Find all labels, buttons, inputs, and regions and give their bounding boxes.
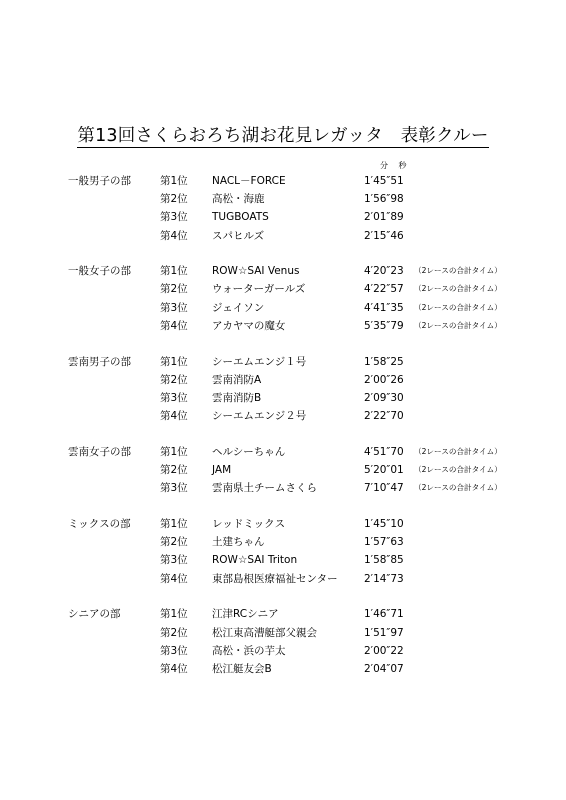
rank-label: 第3位 [160, 645, 188, 657]
rank-label: 第3位 [160, 392, 188, 404]
team-name: TUGBOATS [212, 211, 269, 223]
team-name: 松江艇友会B [212, 663, 272, 675]
race-time: 2′00″26 [364, 374, 404, 386]
result-row [0, 209, 566, 225]
rank-label: 第1位 [160, 265, 188, 277]
division-name: 一般女子の部 [68, 265, 131, 277]
result-row [0, 480, 566, 496]
team-name: ウォーターガールズ [212, 283, 306, 295]
team-name: 東部島根医療福祉センター [212, 573, 338, 585]
result-row [0, 643, 566, 659]
division-name: 一般男子の部 [68, 175, 131, 187]
race-time: 7′10″47 [364, 482, 404, 494]
page-title [0, 122, 566, 147]
rank-label: 第3位 [160, 302, 188, 314]
team-name: 江津RCシニア [212, 608, 279, 620]
units-label: 分 秒 [380, 161, 411, 170]
team-name: アカヤマの魔女 [212, 320, 286, 332]
result-row [0, 191, 566, 207]
race-time: 1′51″97 [364, 627, 404, 639]
rank-label: 第1位 [160, 446, 188, 458]
race-time: 1′58″85 [364, 554, 404, 566]
result-row [0, 390, 566, 406]
rank-label: 第4位 [160, 320, 188, 332]
race-time: 1′45″10 [364, 518, 404, 530]
race-time: 5′20″01 [364, 464, 404, 476]
result-row [0, 173, 566, 189]
team-name: シーエムエンジ１号 [212, 356, 307, 368]
race-time: 4′22″57 [364, 283, 404, 295]
race-time: 1′58″25 [364, 356, 404, 368]
rank-label: 第3位 [160, 211, 188, 223]
time-note: （2レースの合計タイム） [414, 321, 502, 330]
rank-label: 第3位 [160, 554, 188, 566]
team-name: ジェイソン [212, 302, 265, 314]
rank-label: 第4位 [160, 410, 188, 422]
result-row [0, 444, 566, 460]
division-name: ミックスの部 [68, 518, 131, 530]
result-row [0, 281, 566, 297]
rank-label: 第4位 [160, 663, 188, 675]
race-time: 2′01″89 [364, 211, 404, 223]
rank-label: 第2位 [160, 374, 188, 386]
result-row [0, 318, 566, 334]
race-time: 1′45″51 [364, 175, 404, 187]
result-row [0, 462, 566, 478]
team-name: 高松・浜の芋太 [212, 645, 286, 657]
race-time: 2′15″46 [364, 230, 404, 242]
race-time: 2′14″73 [364, 573, 404, 585]
race-time: 2′09″30 [364, 392, 404, 404]
time-note: （2レースの合計タイム） [414, 303, 502, 312]
division-name: 雲南男子の部 [68, 356, 131, 368]
team-name: ヘルシーちゃん [212, 446, 286, 458]
team-name: 土建ちゃん [212, 536, 265, 548]
time-note: （2レースの合計タイム） [414, 447, 502, 456]
result-row [0, 571, 566, 587]
rank-label: 第4位 [160, 230, 188, 242]
race-time: 2′00″22 [364, 645, 404, 657]
result-row [0, 300, 566, 316]
race-time: 2′22″70 [364, 410, 404, 422]
race-time: 4′20″23 [364, 265, 404, 277]
rank-label: 第2位 [160, 193, 188, 205]
result-row [0, 516, 566, 532]
time-note: （2レースの合計タイム） [414, 465, 502, 474]
rank-label: 第1位 [160, 608, 188, 620]
team-name: シーエムエンジ２号 [212, 410, 307, 422]
team-name: JAM [212, 464, 232, 476]
rank-label: 第1位 [160, 356, 188, 368]
rank-label: 第4位 [160, 573, 188, 585]
race-time: 4′51″70 [364, 446, 404, 458]
rank-label: 第2位 [160, 464, 188, 476]
rank-label: 第1位 [160, 175, 188, 187]
team-name: レッドミックス [212, 518, 286, 530]
result-row [0, 625, 566, 641]
rank-label: 第1位 [160, 518, 188, 530]
team-name: 雲南消防A [212, 374, 262, 386]
team-name: スパヒルズ [212, 230, 265, 242]
result-row [0, 606, 566, 622]
result-row [0, 228, 566, 244]
race-time: 4′41″35 [364, 302, 404, 314]
team-name: NACL－FORCE [212, 175, 286, 187]
race-time: 1′56″98 [364, 193, 404, 205]
team-name: 雲南消防B [212, 392, 262, 404]
result-row [0, 552, 566, 568]
race-time: 5′35″79 [364, 320, 404, 332]
time-note: （2レースの合計タイム） [414, 284, 502, 293]
team-name: 松江東高漕艇部父親会 [212, 627, 317, 639]
rank-label: 第2位 [160, 283, 188, 295]
result-row [0, 354, 566, 370]
time-note: （2レースの合計タイム） [414, 483, 502, 492]
team-name: 雲南県土チームさくら [212, 482, 317, 494]
result-row [0, 372, 566, 388]
result-row [0, 661, 566, 677]
time-note: （2レースの合計タイム） [414, 266, 502, 275]
result-row [0, 263, 566, 279]
title-text: 第13回さくらおろち湖お花見レガッタ 表彰クルー [77, 126, 489, 146]
rank-label: 第2位 [160, 536, 188, 548]
team-name: ROW☆SAI Triton [212, 554, 298, 566]
division-name: シニアの部 [68, 608, 121, 620]
race-time: 2′04″07 [364, 663, 404, 675]
result-row [0, 408, 566, 424]
rank-label: 第3位 [160, 482, 188, 494]
team-name: ROW☆SAI Venus [212, 265, 300, 277]
result-row [0, 534, 566, 550]
team-name: 高松・海鹿 [212, 193, 265, 205]
race-time: 1′46″71 [364, 608, 404, 620]
race-time: 1′57″63 [364, 536, 404, 548]
division-name: 雲南女子の部 [68, 446, 131, 458]
rank-label: 第2位 [160, 627, 188, 639]
